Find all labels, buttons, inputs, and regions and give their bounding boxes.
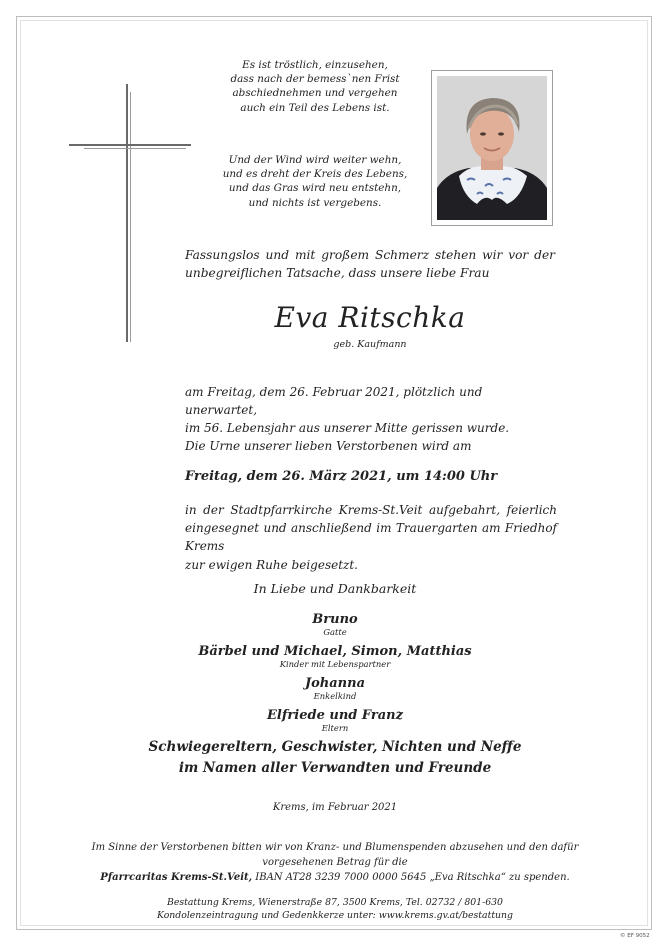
document-code: © EF 9052 [620,933,650,939]
intro-line-1: Fassungslos und mit großem Schmerz stehen wir vor der [185,248,555,262]
mourner-1: Bruno Gatte [312,612,358,637]
mourners-heading: In Liebe und Dankbarkeit [253,581,417,596]
place-date: Krems, im Februar 2021 [272,802,398,813]
intro-line-2: unbegreiflichen Tatsache, dass unsere liebe Frau [185,266,490,280]
ceremony-text: in der Stadtpfarrkirche Krems-St.Veit aufgebahrt, feierlich eingesegnet und anschließend im Trauergarten am Friedhof Krems zur ewigen Ruhe beigesetzt. [185,503,557,572]
donation-note: Im Sinne der Verstorbenen bitten wir von Kranz- und Blumenspenden abzusehen und den dafür vorgesehenen Betrag für die Pfarrcaritas Krems-St.Veit, IBAN AT28 3239 7000 0000 5645 „Eva Ritschka“ zu spenden. [91,842,579,883]
mourners-closing-2: im Namen aller Verwandten und Freunde [178,760,492,776]
mourner-3: Johanna Enkelkind [304,676,366,701]
deceased-name: Eva Ritschka [274,301,466,334]
portrait-photo [431,70,553,226]
ceremony-date: Freitag, dem 26. März 2021, um 14:00 Uhr [185,469,498,484]
mourner-2: Bärbel und Michael, Simon, Matthias Kinder mit Lebenspartner [198,644,472,669]
poem-stanza-2: Und der Wind wird weiter wehn, und es dreht der Kreis des Lebens, und das Gras wird neu entstehn, und nichts ist vergebens. [222,154,408,209]
mourners-closing-1: Schwiegereltern, Geschwister, Nichten und Neffe [148,739,522,755]
poem-stanza-1: Es ist tröstlich, einzusehen, dass nach der bemess`nen Frist abschiednehmen und vergehen auch ein Teil des Lebens ist. [230,59,400,114]
footer: Bestattung Krems, Wienerstraße 87, 3500 Krems, Tel. 02732 / 801-630 Kondolenzeintragung und Gedenkkerze unter: www.krems.gv.at/bestattung [157,897,513,922]
death-notice: am Freitag, dem 26. Februar 2021, plötzlich und unerwartet, im 56. Lebensjahr aus unserer Mitte gerissen wurde. [185,385,510,436]
donation-org: Pfarrcaritas Krems-St.Veit, [100,872,253,883]
urn-text: Die Urne unserer lieben Verstorbenen wird am [185,439,472,453]
birth-name: geb. Kaufmann [333,339,407,350]
mourner-4: Elfriede und Franz Eltern [266,708,403,733]
